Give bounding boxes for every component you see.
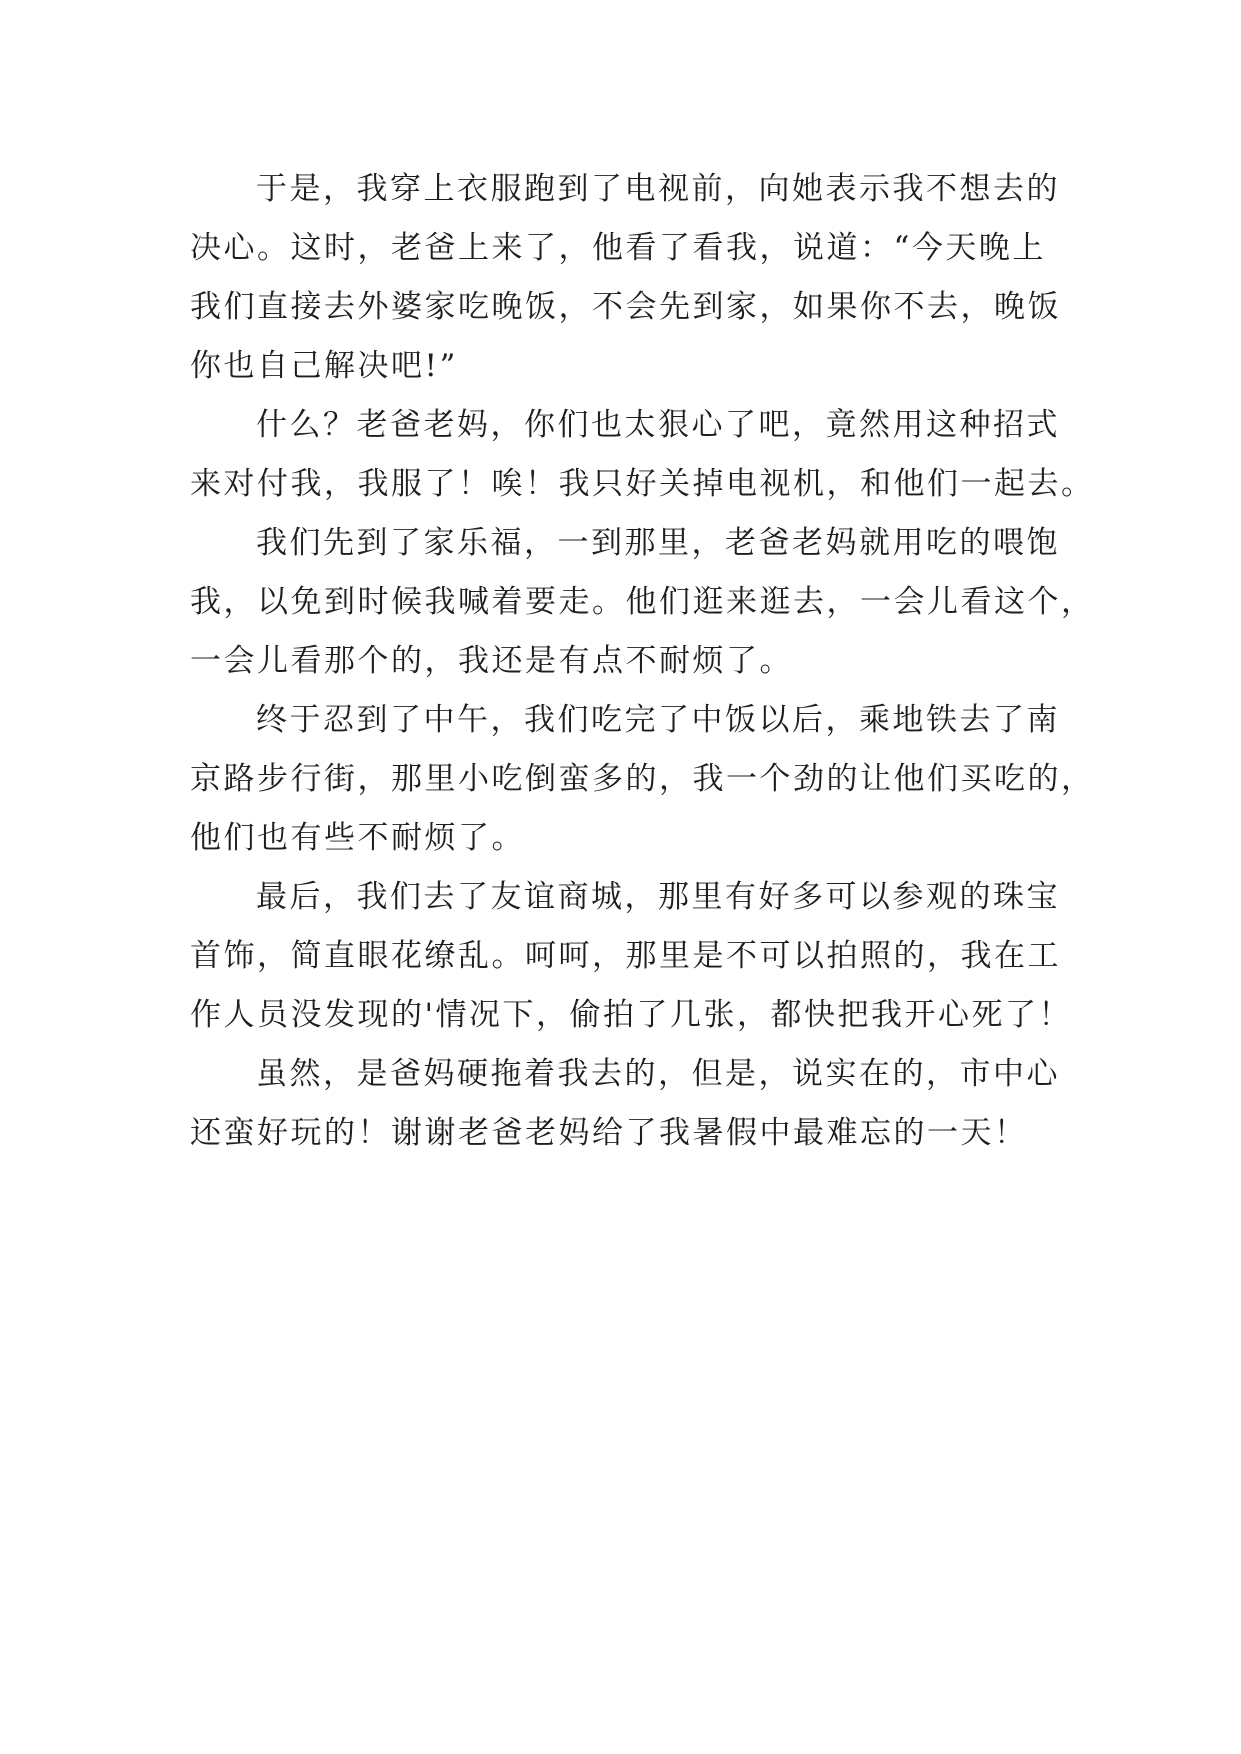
text-line: 于是，我穿上衣服跑到了电视前，向她表示我不想去的 [256,171,1060,207]
text-line: 来对付我，我服了！唉！我只好关掉电视机，和他们一起去。 [190,466,1095,502]
paragraph-3 [190,514,1095,691]
text-line: 终于忍到了中午，我们吃完了中饭以后，乘地铁去了南 [256,702,1060,738]
text-line: 你也自己解决吧!” [190,348,458,384]
text-line: 我，以免到时候我喊着要走。他们逛来逛去，一会儿看这个， [190,584,1095,620]
paragraph-5 [190,868,1073,1045]
text-line: 一会儿看那个的，我还是有点不耐烦了。 [190,643,793,679]
text-line: 虽然，是爸妈硬拖着我去的，但是，说实在的，市中心 [256,1056,1060,1092]
text-line: 首饰，简直眼花缭乱。呵呵，那里是不可以拍照的，我在工 [190,938,1061,974]
paragraph-2 [190,396,1095,514]
text-line: 他们也有些不耐烦了。 [190,820,525,856]
paragraph-4 [190,691,1095,868]
text-line: 什么？老爸老妈，你们也太狠心了吧，竟然用这种招式 [256,407,1060,443]
text-line: 还蛮好玩的！谢谢老爸老妈给了我暑假中最难忘的一天！ [190,1115,1028,1151]
paragraph-6 [190,1045,1070,1163]
text-line: 我们先到了家乐福，一到那里，老爸老妈就用吃的喂饱 [256,525,1060,561]
paragraph-1 [190,160,1070,396]
text-line: 决心。这时，老爸上来了，他看了看我，说道：“今天晚上 [190,230,1046,266]
text-line: 京路步行街，那里小吃倒蛮多的，我一个劲的让他们买吃的， [190,761,1095,797]
document-body [190,160,1095,1163]
text-line: 最后，我们去了友谊商城，那里有好多可以参观的珠宝 [256,879,1060,915]
text-line: 我们直接去外婆家吃晚饭，不会先到家，如果你不去，晚饭 [190,289,1061,325]
text-line: 作人员没发现的'情况下，偷拍了几张，都快把我开心死了！ [190,997,1073,1033]
